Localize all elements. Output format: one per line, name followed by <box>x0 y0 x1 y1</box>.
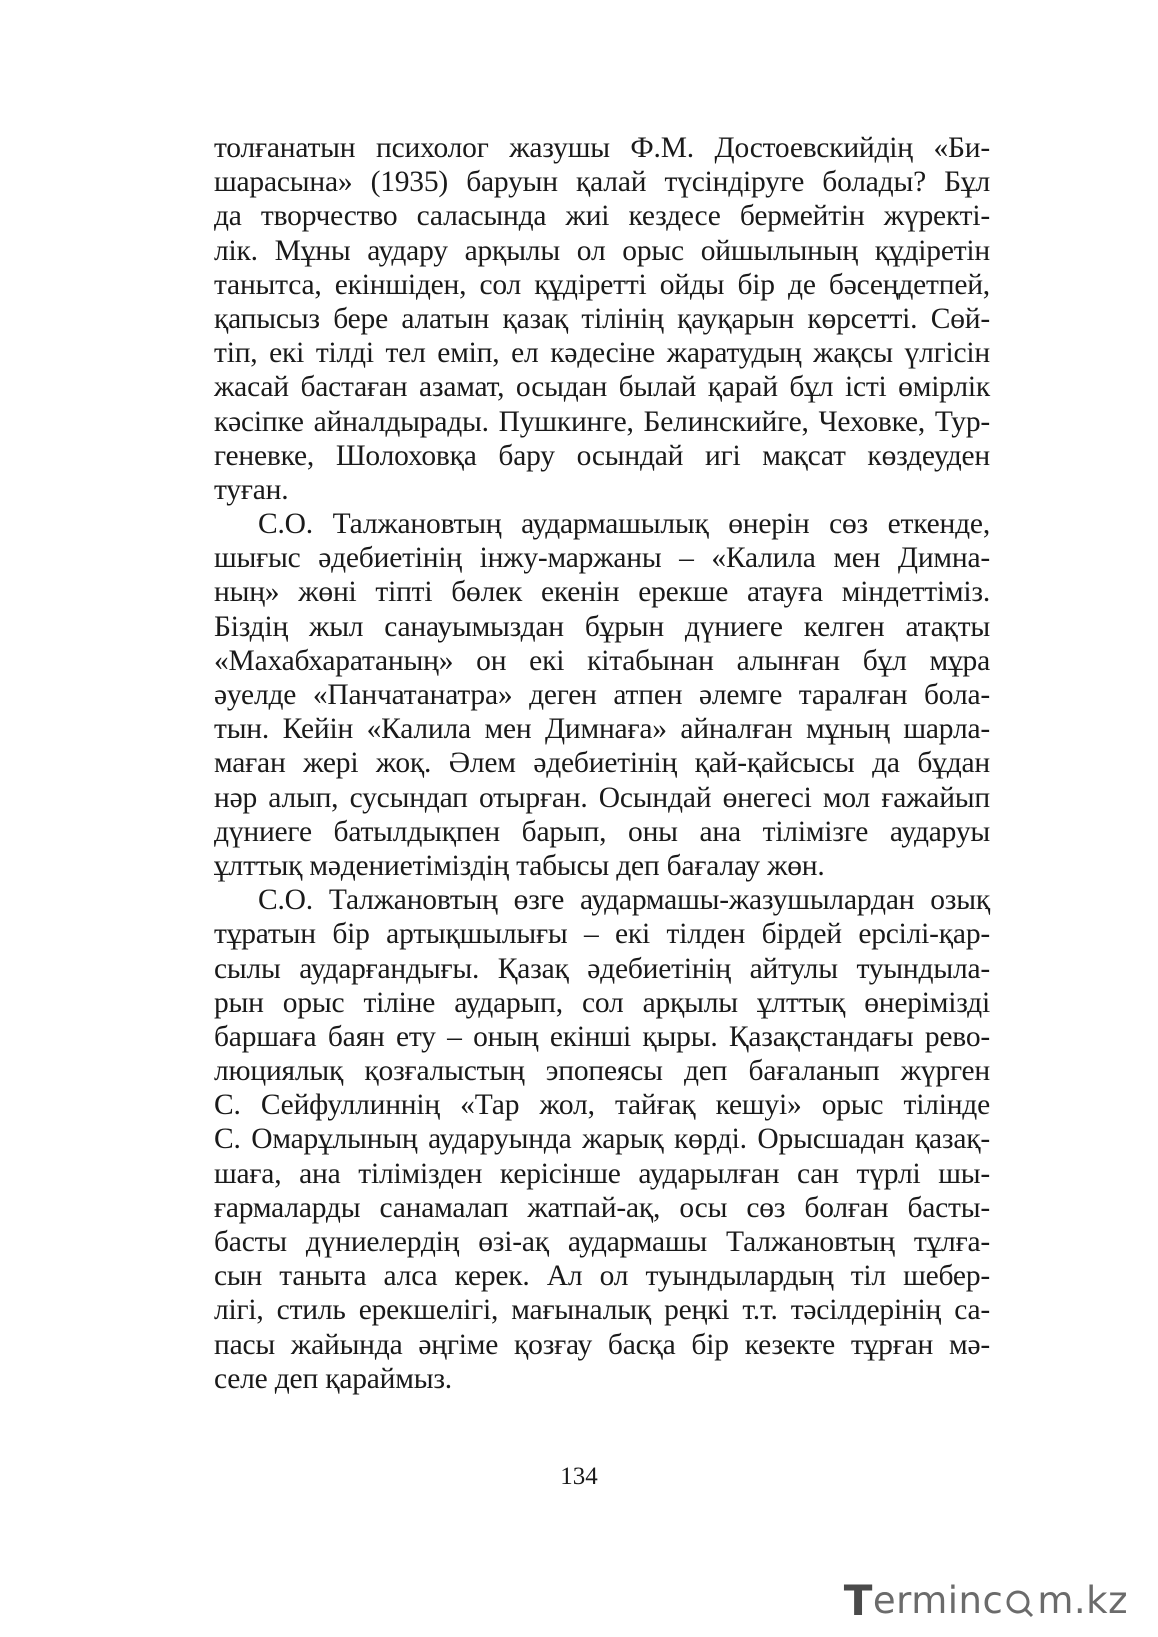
text-line: тіп, екі тілді тел еміп, ел кәдесіне жаратудың жақсы үлгісін <box>214 337 990 370</box>
text-line: пасы жайында әңгіме қозғау басқа бір кезекте тұрған мә- <box>214 1328 990 1361</box>
text-line: шығыс әдебиетінің інжу-маржаны – «Калила мен Димна- <box>214 542 990 575</box>
site-watermark <box>843 1575 1128 1625</box>
text-line: нәр алып, сусындап отырған. Осындай өнегесі мол ғажайып <box>214 781 990 814</box>
text-line: «Махабхаратаның» он екі кітабынан алынған бұл мұра <box>214 644 990 677</box>
text-line: ұлттық мәдениетіміздің табысы деп бағалау жөн. <box>214 849 825 882</box>
text-line: С. Сейфуллиннің «Тар жол, тайғақ кешуі» орыс тілінде <box>214 1089 990 1122</box>
text-line: С. Омарұлының аударуында жарық көрді. Орысшадан қазақ- <box>214 1123 990 1156</box>
page-number: 134 <box>560 1463 598 1490</box>
watermark-text-end: m.kz <box>1037 1578 1128 1622</box>
text-line: тұратын бір артықшылығы – екі тілден бірдей ерсілі-қар- <box>214 918 990 951</box>
text-line: танытса, екіншіден, сол құдіретті ойды бір де бәсеңдетпей, <box>214 268 990 301</box>
text-line: толғанатын психолог жазушы Ф.М. Достоевскийдің «Би- <box>214 132 990 164</box>
text-line: туған. <box>214 473 289 506</box>
text-line: қапысыз бере алатын қазақ тілінің қауқарын көрсетті. Сөй- <box>214 302 990 335</box>
text-line: шаға, ана тілімізден керісінше аударылған сан түрлі шы- <box>214 1157 990 1190</box>
watermark-text-mid: ermin <box>872 1578 983 1622</box>
text-line: рын орыс тіліне аударып, сол арқылы ұлттық өнерімізді <box>214 986 990 1019</box>
text-line: селе деп қараймыз. <box>214 1362 452 1395</box>
watermark-text-c: c <box>982 1578 1004 1622</box>
text-line: С.О. Талжановтың аудармашылық өнерін сөз еткенде, <box>258 508 990 541</box>
text-line: Біздің жыл санауымыздан бұрын дүниеге келген атақты <box>214 610 990 643</box>
text-line: жасай бастаған азамат, осыдан былай қарай бұл істі өмірлік <box>214 371 990 404</box>
text-line: да творчество саласында жиі кездесе бермейтін жүректі- <box>214 200 990 233</box>
text-line: люциялық қозғалыстың эпопеясы деп бағаланып жүрген <box>214 1055 990 1088</box>
text-line: маған жері жоқ. Әлем әдебиетінің қай-қайсысы да бұдан <box>214 747 990 780</box>
text-line: дүниеге батылдықпен барып, оны ана тілімізге аударуы <box>214 815 990 848</box>
text-line: С.О. Талжановтың өзге аудармашы-жазушылардан озық <box>258 884 990 917</box>
text-line: шарасына» (1935) баруын қалай түсіндіруге болады? Бұл <box>214 166 990 199</box>
body-text <box>214 131 990 1396</box>
text-line: геневке, Шолоховқа бару осындай игі мақсат көздеуден <box>214 439 990 472</box>
text-line: басты дүниелердің өзі-ақ аудармашы Талжановтың тұлға- <box>214 1226 990 1258</box>
text-line: сын таныта алса керек. Ал ол туындылардың тіл шебер- <box>214 1260 990 1293</box>
magnifier-o-icon <box>1004 1584 1036 1616</box>
text-line: кәсіпке айналдырады. Пушкинге, Белинскийге, Чеховке, Тур- <box>214 405 990 438</box>
watermark-letter-t: T <box>843 1575 873 1625</box>
text-line: ғармаларды санамалап жатпай-ақ, осы сөз болған басты- <box>214 1191 990 1224</box>
text-line: лігі, стиль ерекшелігі, мағыналық реңкі т.т. тәсілдерінің са- <box>214 1294 990 1327</box>
text-line: баршаға баян ету – оның екінші қыры. Қазақстандағы рево- <box>214 1020 990 1053</box>
text-line: сылы аударғандығы. Қазақ әдебиетінің айтулы туындыла- <box>214 952 990 985</box>
text-line: әуелде «Панчатанатра» деген атпен әлемге таралған бола- <box>214 679 990 711</box>
text-line: лік. Мұны аудару арқылы ол орыс ойшылының құдіретін <box>214 234 990 267</box>
text-line: ның» жөні тіпті бөлек екенін ерекше атауға міндеттіміз. <box>214 576 990 609</box>
text-line: тын. Кейін «Калила мен Димнаға» айналған мұның шарла- <box>214 713 990 746</box>
